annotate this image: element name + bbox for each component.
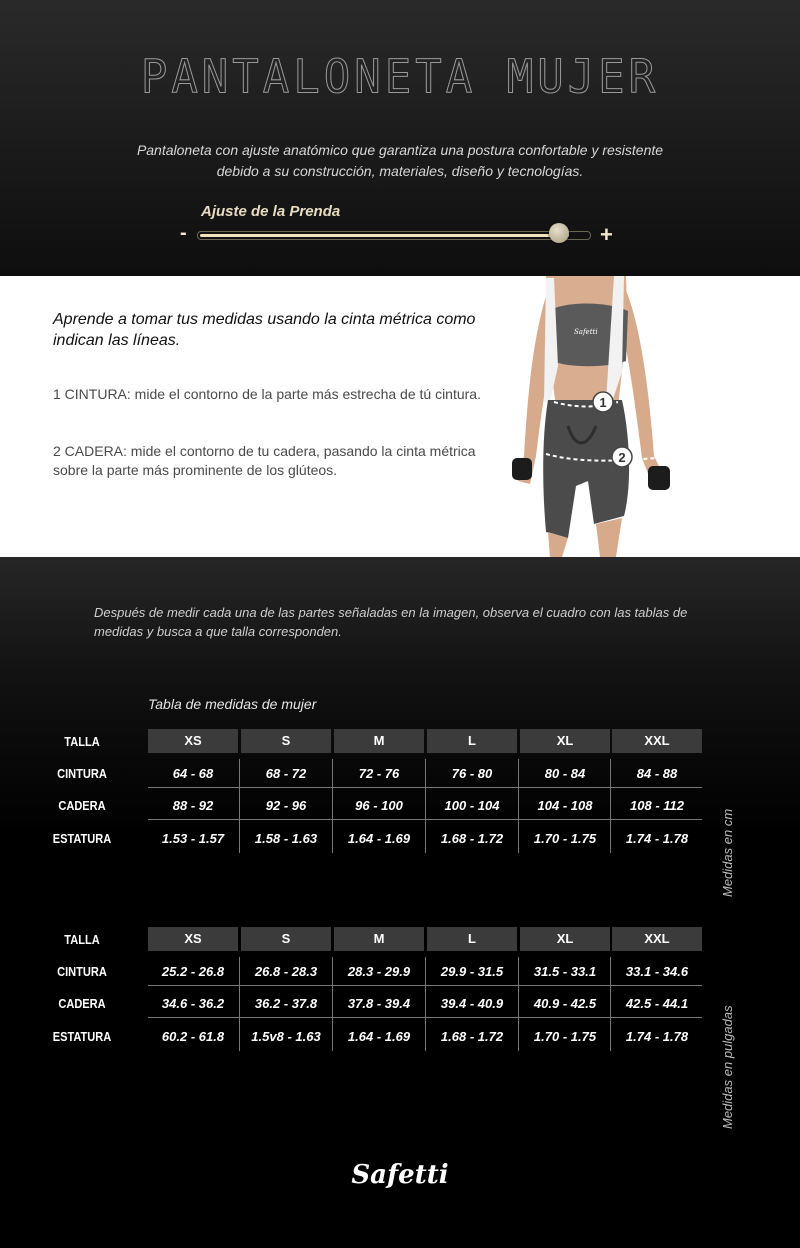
fit-slider-track bbox=[197, 231, 591, 240]
table-cell: 29.9 - 31.5 bbox=[440, 964, 504, 979]
table-cell: 80 - 84 bbox=[544, 766, 586, 781]
bra-logo: Safetti bbox=[574, 328, 598, 336]
table-cell: 96 - 100 bbox=[355, 798, 403, 813]
table-row bbox=[0, 759, 800, 789]
fit-slider-knob bbox=[549, 223, 569, 243]
table-cell: 1.58 - 1.63 bbox=[254, 831, 318, 846]
fit-slider-fill bbox=[200, 234, 569, 237]
table-cell: 1.64 - 1.69 bbox=[347, 1029, 411, 1044]
brand-logo: Safetti bbox=[351, 1160, 449, 1190]
table-cell: 26.8 - 28.3 bbox=[254, 964, 318, 979]
header-row bbox=[0, 925, 800, 955]
left-glove bbox=[512, 458, 532, 480]
grid-line bbox=[332, 957, 333, 1051]
grid-line bbox=[239, 957, 240, 1051]
table-cell: 1.53 - 1.57 bbox=[161, 831, 225, 846]
table-row bbox=[0, 824, 800, 854]
row-label: ESTATURA bbox=[52, 1029, 112, 1044]
table-cell: 1.70 - 1.75 bbox=[533, 831, 597, 846]
row-label-talla: TALLA bbox=[64, 932, 100, 947]
table-cell: 39.4 - 40.9 bbox=[440, 996, 504, 1011]
grid-line bbox=[610, 957, 611, 1051]
grid-line bbox=[332, 759, 333, 853]
table-cell: 104 - 108 bbox=[537, 798, 593, 813]
size-header-cell: L bbox=[427, 729, 517, 753]
product-description: Pantaloneta con ajuste anatómico que garantiza una postura confortable y resistente debido a su construcción, materiales, diseño y tecnologías. bbox=[136, 142, 664, 179]
table-cell: 31.5 - 33.1 bbox=[533, 964, 597, 979]
table-cell: 76 - 80 bbox=[451, 766, 493, 781]
units-label: Medidas en pulgadas bbox=[720, 1005, 735, 1129]
row-label: CINTURA bbox=[57, 766, 107, 781]
guide-step-hip: 2 CADERA: mide el contorno de tu cadera, pasando la cinta métrica sobre la parte más prominente de los glúteos. bbox=[53, 443, 476, 478]
table-cell: 64 - 68 bbox=[172, 766, 214, 781]
right-glove bbox=[648, 466, 670, 490]
units-label: Medidas en cm bbox=[720, 808, 735, 897]
table-cell: 92 - 96 bbox=[265, 798, 307, 813]
table-row bbox=[0, 957, 800, 987]
table-cell: 37.8 - 39.4 bbox=[347, 996, 411, 1011]
table-cell: 1.68 - 1.72 bbox=[440, 1029, 504, 1044]
guide-step-waist: 1 CINTURA: mide el contorno de la parte más estrecha de tú cintura. bbox=[53, 386, 481, 402]
row-label: CADERA bbox=[58, 996, 106, 1011]
table-row bbox=[0, 1022, 800, 1052]
size-header-cell: S bbox=[241, 927, 331, 951]
table-cell: 88 - 92 bbox=[172, 798, 214, 813]
grid-line bbox=[425, 957, 426, 1051]
table-cell: 108 - 112 bbox=[630, 798, 684, 813]
hero-section bbox=[0, 0, 800, 276]
waist-marker-label: 1 bbox=[599, 395, 607, 410]
grid-line bbox=[518, 759, 519, 853]
table-cell: 28.3 - 29.9 bbox=[347, 964, 411, 979]
table-cell: 60.2 - 61.8 bbox=[161, 1029, 225, 1044]
measure-guide bbox=[0, 276, 800, 557]
size-header-cell: XXL bbox=[612, 927, 702, 951]
grid-line bbox=[518, 957, 519, 1051]
table-cell: 33.1 - 34.6 bbox=[625, 964, 689, 979]
size-header-cell: S bbox=[241, 729, 331, 753]
model-figure bbox=[506, 276, 676, 557]
fit-min-label: - bbox=[180, 222, 187, 244]
size-header-cell: XL bbox=[520, 927, 610, 951]
guide-heading: Aprende a tomar tus medidas usando la cinta métrica como indican las líneas. bbox=[53, 311, 476, 349]
size-header-cell: XL bbox=[520, 729, 610, 753]
table-cell: 1.64 - 1.69 bbox=[347, 831, 411, 846]
page-title: PANTALONETA MUJER bbox=[140, 50, 660, 105]
hip-marker-label: 2 bbox=[618, 450, 626, 465]
table-cell: 25.2 - 26.8 bbox=[161, 964, 225, 979]
table-row bbox=[0, 791, 800, 821]
table-cell: 68 - 72 bbox=[265, 766, 307, 781]
table-cell: 1.5v8 - 1.63 bbox=[251, 1029, 321, 1044]
table-row bbox=[0, 989, 800, 1019]
table-cell: 36.2 - 37.8 bbox=[254, 996, 318, 1011]
grid-line bbox=[610, 759, 611, 853]
row-label-talla: TALLA bbox=[64, 734, 100, 749]
row-label: CADERA bbox=[58, 798, 106, 813]
size-chart-section bbox=[0, 557, 800, 1248]
table-caption: Tabla de medidas de mujer bbox=[148, 696, 317, 712]
size-header-cell: L bbox=[427, 927, 517, 951]
table-cell: 1.68 - 1.72 bbox=[440, 831, 504, 846]
instructions-text: Después de medir cada una de las partes señaladas en la imagen, observa el cuadro con las tablas de medidas y busca a que talla corresponden. bbox=[94, 605, 688, 639]
size-header-cell: XXL bbox=[612, 729, 702, 753]
size-header-cell: XS bbox=[148, 927, 238, 951]
row-label: CINTURA bbox=[57, 964, 107, 979]
table-cell: 40.9 - 42.5 bbox=[533, 996, 597, 1011]
fit-label: Ajuste de la Prenda bbox=[201, 203, 341, 220]
grid-line bbox=[239, 759, 240, 853]
size-header-cell: XS bbox=[148, 729, 238, 753]
right-leg bbox=[596, 518, 622, 557]
table-cell: 100 - 104 bbox=[444, 798, 500, 813]
table-cell: 34.6 - 36.2 bbox=[161, 996, 225, 1011]
grid-line bbox=[425, 759, 426, 853]
table-cell: 84 - 88 bbox=[636, 766, 678, 781]
table-cell: 1.74 - 1.78 bbox=[625, 1029, 689, 1044]
bib-shorts bbox=[543, 400, 629, 538]
size-header-cell: M bbox=[334, 729, 424, 753]
table-cell: 1.74 - 1.78 bbox=[625, 831, 689, 846]
table-cell: 42.5 - 44.1 bbox=[625, 996, 689, 1011]
table-cell: 72 - 76 bbox=[358, 766, 400, 781]
size-header-cell: M bbox=[334, 927, 424, 951]
row-label: ESTATURA bbox=[52, 831, 112, 846]
header-row bbox=[0, 727, 800, 757]
fit-max-label: + bbox=[600, 222, 613, 247]
table-cell: 1.70 - 1.75 bbox=[533, 1029, 597, 1044]
